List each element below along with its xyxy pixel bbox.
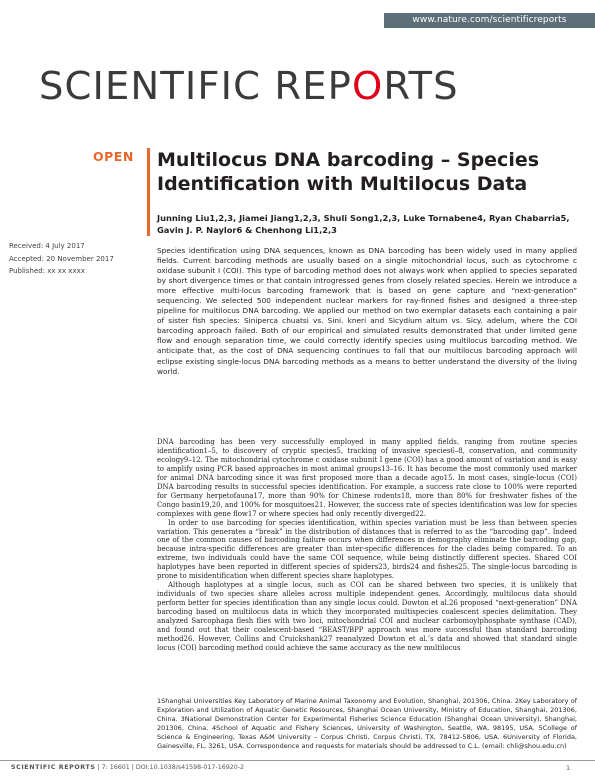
journal-url-bar[interactable]: www.nature.com/scientificreports — [384, 13, 595, 28]
article-body — [157, 438, 577, 653]
footer-divider — [0, 760, 595, 761]
journal-logo-part2: RTS — [383, 64, 459, 109]
open-access-badge: OPEN — [93, 149, 134, 164]
journal-logo — [39, 64, 559, 110]
article-title: Multilocus DNA barcoding – Species Identification with Multilocus Data — [157, 149, 540, 195]
body-paragraph-2: In order to use barcoding for species identification, within species variation must be less than between species variation. This generates a “break” in the distribution of distances that is referred to as the “barcoding gap”. Indeed one of the common causes of barcoding failure occurs when differences in demography eliminate the barcoding gap, because intra-specific differences are greater than inter-specific differences for the clades being compared. To an extreme, two individuals could have the same COI sequence, while being distinctly different species. Shared COI haplotypes have been reported in different species of spiders23, birds24 and fishes25. The single-locus barcoding is prone to misidentification when different species share haplotypes. — [157, 518, 577, 581]
body-paragraph-3: Although haplotypes at a single locus, such as COI can be shared between two species, it is unlikely that individuals of two species share alleles across multiple independent genes. Accordingly, multilocus data should perform better for species identification than any single locus could. Dowton et al.26 proposed “next-generation” DNA barcoding based on multilocus data in which they incorporated multispecies coalescent species delimitation. They analyzed Sarcophaga flesh flies with two loci, mitochondrial COI and nuclear carbomoylphosphate synthase (CAD), and found out that their coalescent-based “BEAST/BPP approach was more successful than standard barcoding method26. However, Collins and Cruickshank27 reanalyzed Dowton et al.’s data and showed that standard single locus (COI) barcoding method could achieve the same accuracy as the new multilocus — [157, 581, 577, 652]
footer-journal-name: SCIENTIFIC REPORTS — [11, 764, 96, 771]
footer-citation: | 7: 16601 | DOI:10.1038/s41598-017-16920-2 — [95, 764, 245, 771]
affiliations-footnote: 1Shanghai Universities Key Laboratory of Marine Animal Taxonomy and Evolution, Shanghai, 201306, China. 2Key Laboratory of Exploration and Utilization of Aquatic Genetic Resources, Shanghai Ocean University, Ministry of Education, Shanghai, 201306, China. 3National Demonstration Center for Experimental Fisheries Science Education (Shanghai Ocean University), Shanghai, 201306, China. 4School of Aquatic and Fishery Sciences, University of Washington, Seattle, WA, 98195, USA. 5College of Science & Engineering, Texas A&M University – Corpus Christi, Corpus Christi, TX, 78412-5806, USA. 6University of Florida, Gainesville, FL, 3261, USA. Correspondence and requests for materials should be addressed to C.L. (email: chli@shou.edu.cn) — [157, 697, 577, 750]
page-footer — [11, 764, 244, 771]
body-paragraph-1: DNA barcoding has been very successfully employed in many applied fields, ranging from routine species identification1–5, to discovery of cryptic species5, tracking of invasive species6–8, conservation, and community ecology9–12. The mitochondrial cytochrome c oxidase subunit I gene (COI) has a good amount of variation and is easy to amplify using PCR based approaches in most animal groups13–16. It has become the most commonly used marker for animal DNA barcoding since it was first proposed more than a decade ago15. In most cases, single-locus (COI) DNA barcoding results in successful species identification. For example, a success rate close to 100% were reported for Germany herpetofauna17, more than 90% for Chinese rodents18, more than 80% for freshwater fishes of the Congo basin19,20, and 100% for mosquitoes21. However, the success rate of species identification was low for species complexes with gene flow17 or where species had only recently diverged22. — [157, 438, 577, 518]
page-number: 1 — [566, 764, 571, 772]
journal-logo-accent-o: O — [352, 64, 384, 109]
author-list[interactable]: Junning Liu1,2,3, Jiamei Jiang1,2,3, Shuli Song1,2,3, Luke Tornabene4, Ryan Chabarria5, Gavin J. P. Naylor6 & Chenhong Li1,2,3 — [157, 213, 570, 235]
title-accent-bar — [147, 148, 150, 236]
published-date: Published: xx xx xxxx — [9, 267, 85, 275]
article-dates — [9, 240, 149, 278]
abstract: Species identification using DNA sequences, known as DNA barcoding has been widely used in many applied fields. Current barcoding methods are usually based on a single mitochondrial locus, such as cytochrome c oxidase subunit I (COI). This type of barcoding method does not always work when applied to species separated by short divergence times or that contain introgressed genes from closely related species. Herein we introduce a more effective multi-locus barcoding framework that is based on gene capture and “next-generation” sequencing. We selected 500 independent nuclear markers for ray-finned fishes and designed a three-step pipeline for multilocus DNA barcoding. We applied our method on two exemplar datasets each containing a pair of sister fish species: Siniperca chuatsi vs. Sini. kneri and Sicydium altum vs. Sicy. adelum, where the COI barcoding approach failed. Both of our empirical and simulated results demonstrated that under limited gene flow and enough separation time, we could correctly identify species using multilocus barcoding method. We anticipate that, as the cost of DNA sequencing continues to fall that our multilocus barcoding approach will eclipse existing single-locus DNA barcoding methods as a means to better understand the diversity of the living world. — [157, 246, 577, 376]
accepted-date: Accepted: 20 November 2017 — [9, 254, 114, 263]
received-date: Received: 4 July 2017 — [9, 242, 85, 250]
journal-logo-part1: SCIENTIFIC REP — [39, 64, 352, 109]
